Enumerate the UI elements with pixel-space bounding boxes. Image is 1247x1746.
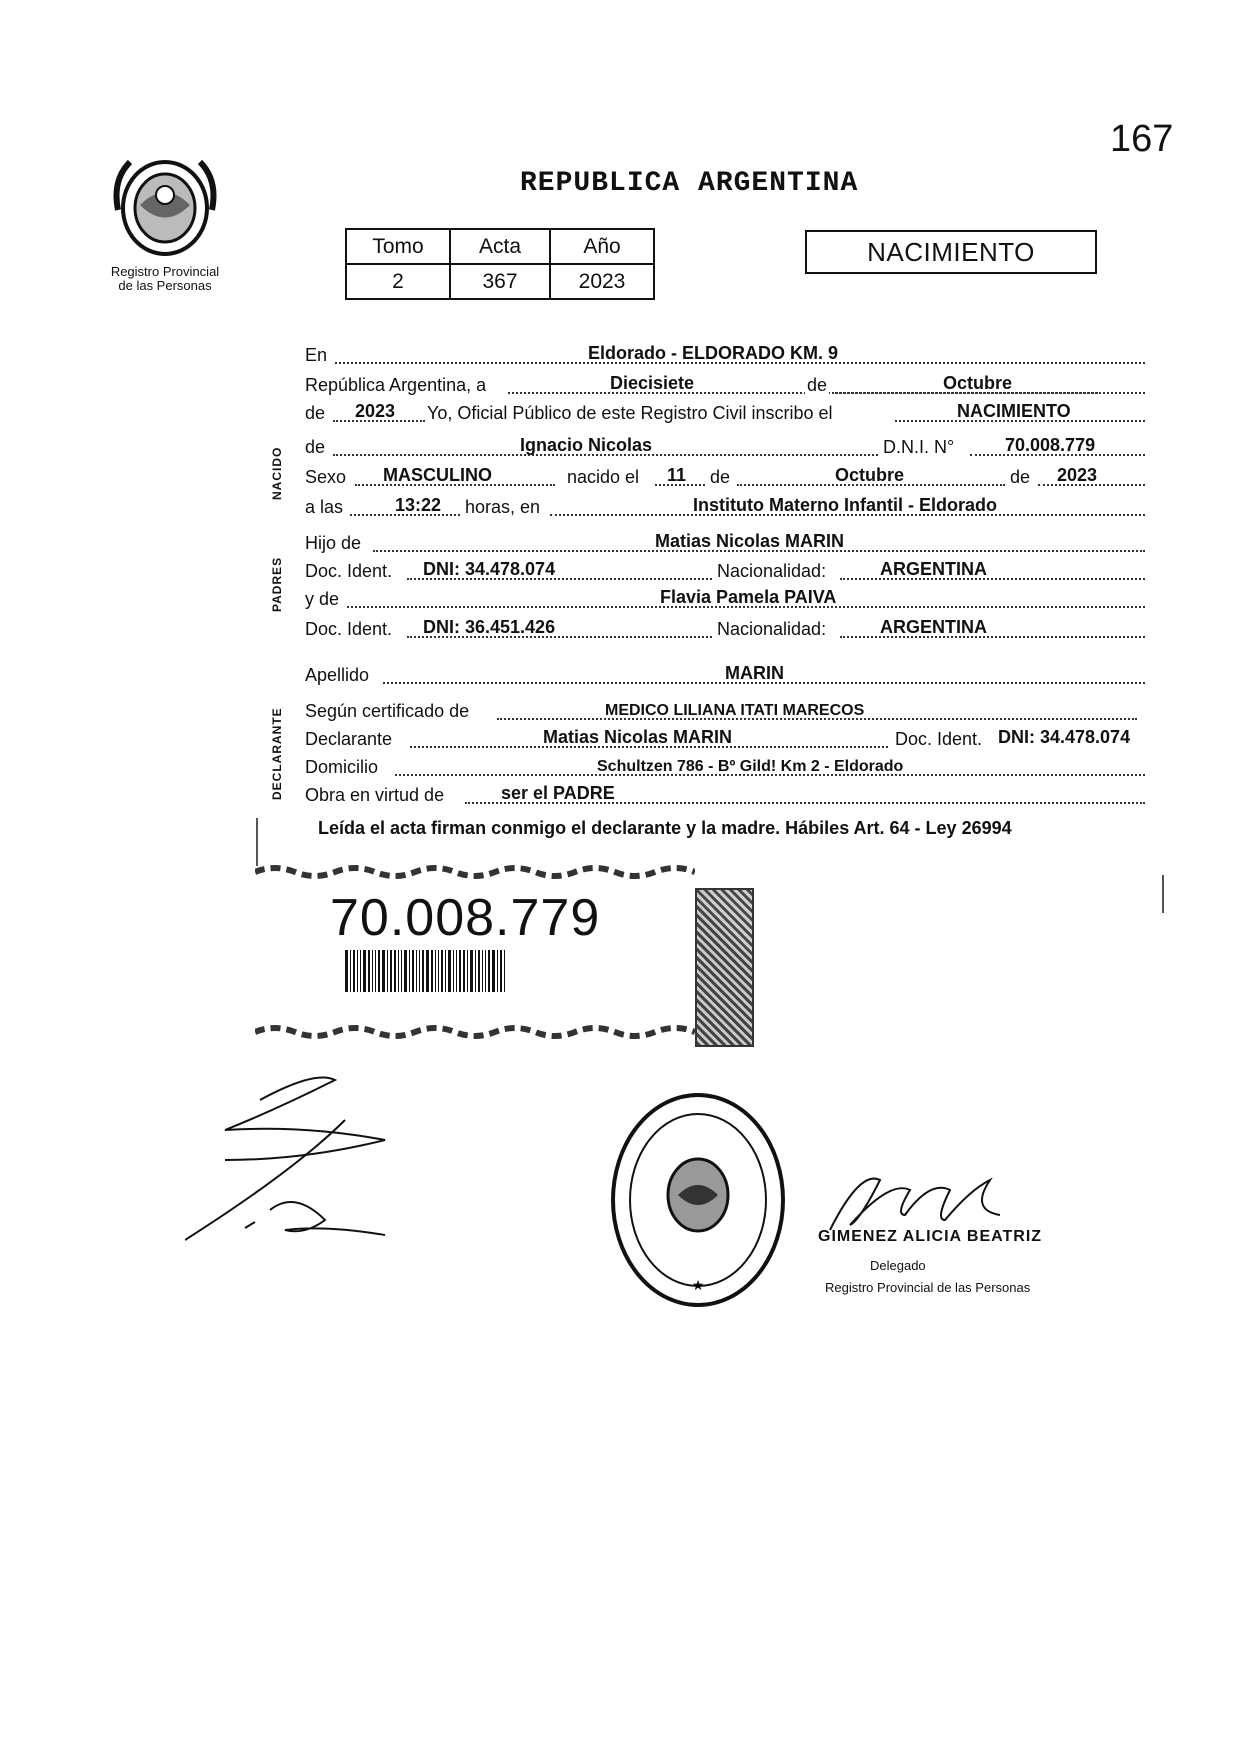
barcode-bar [375, 950, 376, 992]
value-father-nat: ARGENTINA [880, 559, 987, 579]
seal-icon [608, 1090, 788, 1310]
row-father-doc [305, 556, 1145, 584]
value-birth-month: Octubre [835, 465, 905, 485]
barcode-bar [401, 950, 402, 992]
value-birth-day: 11 [667, 465, 687, 485]
header-acta: Acta [450, 229, 550, 264]
section-label-declarante: DECLARANTE [270, 707, 284, 800]
label-horas-en: horas, en [465, 497, 541, 517]
value-certificate: MEDICO LILIANA ITATI MARECOS [605, 702, 865, 719]
margin-line [1162, 875, 1164, 913]
value-declarant: Matias Nicolas MARIN [543, 727, 733, 747]
province-logo [100, 150, 230, 293]
label-sexo: Sexo [305, 467, 347, 487]
barcode-bar [382, 950, 385, 992]
row-mother [305, 584, 1145, 612]
document-title: REPUBLICA ARGENTINA [520, 168, 859, 199]
value-time: 13:22 [395, 495, 442, 515]
label-de-year: de [305, 403, 326, 423]
label-hijo-de: Hijo de [305, 533, 362, 553]
barcode [345, 950, 560, 992]
row-name-dni [305, 432, 1145, 460]
label-dni: D.N.I. N° [883, 437, 955, 457]
registry-table [345, 228, 655, 300]
barcode-bar [419, 950, 420, 992]
barcode-bar [500, 950, 502, 992]
barcode-bar [398, 950, 399, 992]
barcode-bar [357, 950, 358, 992]
row-mother-doc [305, 614, 1145, 642]
value-name: Ignacio Nicolas [520, 435, 653, 455]
hologram-mark [695, 888, 754, 1047]
barcode-bar [448, 950, 451, 992]
value-birth-year: 2023 [1057, 465, 1098, 485]
header-tomo: Tomo [346, 229, 450, 264]
row-address [305, 752, 1145, 780]
value-month: Octubre [943, 373, 1013, 393]
row-sex-birth [305, 462, 1145, 490]
barcode-bar [478, 950, 480, 992]
barcode-bar [360, 950, 361, 992]
row-surname [305, 660, 1145, 688]
label-doc-ident-decl: Doc. Ident. [895, 729, 983, 749]
value-declarant-doc: DNI: 34.478.074 [998, 727, 1131, 747]
value-day-words: Diecisiete [610, 373, 695, 393]
row-declarant [305, 724, 1145, 752]
label-doc-ident-1: Doc. Ident. [305, 561, 393, 581]
value-mother-doc: DNI: 36.451.426 [423, 617, 556, 637]
barcode-bar [459, 950, 461, 992]
official-org: Registro Provincial de las Personas [825, 1280, 1031, 1295]
barcode-bar [463, 950, 465, 992]
barcode-bar [345, 950, 348, 992]
barcode-bar [390, 950, 392, 992]
barcode-bar [409, 950, 410, 992]
margin-line [256, 818, 258, 866]
barcode-bar [426, 950, 429, 992]
official-seal [608, 1090, 788, 1315]
svg-text:★: ★ [691, 1277, 705, 1293]
value-acta: 367 [450, 264, 550, 299]
stamp-serial: 70.008.779 [330, 889, 601, 947]
label-domicilio: Domicilio [305, 757, 379, 777]
barcode-bar [470, 950, 473, 992]
barcode-bar [404, 950, 407, 992]
value-dni: 70.008.779 [1005, 435, 1096, 455]
value-sex: MASCULINO [383, 465, 492, 485]
page-number: 167 [1110, 118, 1174, 160]
record-type-box: NACIMIENTO [805, 230, 1097, 274]
value-place: Eldorado - ELDORADO KM. 9 [588, 343, 839, 363]
label-nacionalidad-2: Nacionalidad: [717, 619, 827, 639]
barcode-bar [456, 950, 457, 992]
barcode-bar [422, 950, 424, 992]
row-certificate [305, 696, 1145, 724]
row-year-record [305, 398, 1145, 426]
label-de-name: de [305, 437, 326, 457]
value-tomo: 2 [346, 264, 450, 299]
value-surname: MARIN [725, 663, 784, 683]
registry-value-row [346, 264, 654, 299]
barcode-bar [431, 950, 433, 992]
value-mother: Flavia Pamela PAIVA [660, 587, 837, 607]
value-address: Schultzen 786 - Bº Gild! Km 2 - Eldorado [597, 758, 904, 775]
barcode-bar [412, 950, 414, 992]
barcode-bar [416, 950, 417, 992]
barcode-bar [363, 950, 366, 992]
barcode-bar [435, 950, 436, 992]
value-mother-nat: ARGENTINA [880, 617, 987, 637]
barcode-bar [492, 950, 495, 992]
barcode-bar [438, 950, 439, 992]
header-anio: Año [550, 229, 654, 264]
barcode-bar [387, 950, 388, 992]
value-father: Matias Nicolas MARIN [655, 531, 845, 551]
barcode-bar [504, 950, 505, 992]
label-y-de: y de [305, 589, 340, 609]
label-de-birth-year: de [1010, 467, 1031, 487]
label-a-las: a las [305, 497, 344, 517]
coat-of-arms-icon [110, 150, 220, 260]
barcode-bar [372, 950, 373, 992]
registry-header-row [346, 229, 654, 264]
barcode-bar [482, 950, 483, 992]
value-anio: 2023 [550, 264, 654, 299]
barcode-bar [467, 950, 468, 992]
row-date [305, 370, 1145, 398]
signature-declarant [185, 1060, 445, 1260]
label-yo-oficial: Yo, Oficial Público de este Registro Civil inscribo el [427, 403, 833, 423]
closing-note: Leída el acta firman conmigo el declarante y la madre. Hábiles Art. 64 - Ley 26994 [318, 818, 1012, 838]
label-segun: Según certificado de [305, 701, 470, 721]
barcode-bar [378, 950, 380, 992]
value-father-doc: DNI: 34.478.074 [423, 559, 556, 579]
barcode-bar [353, 950, 355, 992]
section-label-padres: PADRES [270, 556, 284, 612]
barcode-bar [368, 950, 370, 992]
barcode-bar [475, 950, 476, 992]
value-virtue: ser el PADRE [501, 783, 615, 803]
barcode-bar [394, 950, 396, 992]
official-name: GIMENEZ ALICIA BEATRIZ [818, 1228, 1043, 1245]
label-declarante: Declarante [305, 729, 393, 749]
label-republica: República Argentina, a [305, 375, 487, 395]
official-role: Delegado [870, 1258, 926, 1273]
section-label-nacido: NACIDO [270, 446, 284, 500]
barcode-bar [445, 950, 446, 992]
label-de-month: de [807, 375, 828, 395]
label-de-birth-month: de [710, 467, 731, 487]
row-place [305, 340, 1145, 368]
label-apellido: Apellido [305, 665, 370, 685]
logo-caption-line1: Registro Provincial [110, 264, 220, 279]
label-en: En [305, 345, 328, 365]
row-time-place [305, 492, 1145, 520]
label-obra: Obra en virtud de [305, 785, 445, 805]
value-birth-place: Instituto Materno Infantil - Eldorado [693, 495, 997, 515]
label-nacionalidad-1: Nacionalidad: [717, 561, 827, 581]
barcode-bar [488, 950, 490, 992]
label-nacido-el: nacido el [567, 467, 640, 487]
barcode-bar [485, 950, 486, 992]
barcode-bar [453, 950, 454, 992]
row-virtue [305, 780, 1145, 808]
label-doc-ident-2: Doc. Ident. [305, 619, 393, 639]
barcode-bar [441, 950, 443, 992]
value-record: NACIMIENTO [957, 401, 1071, 421]
barcode-bar [350, 950, 351, 992]
row-father [305, 528, 1145, 556]
logo-caption-line2: de las Personas [118, 278, 212, 293]
barcode-bar [497, 950, 498, 992]
value-year: 2023 [355, 401, 396, 421]
